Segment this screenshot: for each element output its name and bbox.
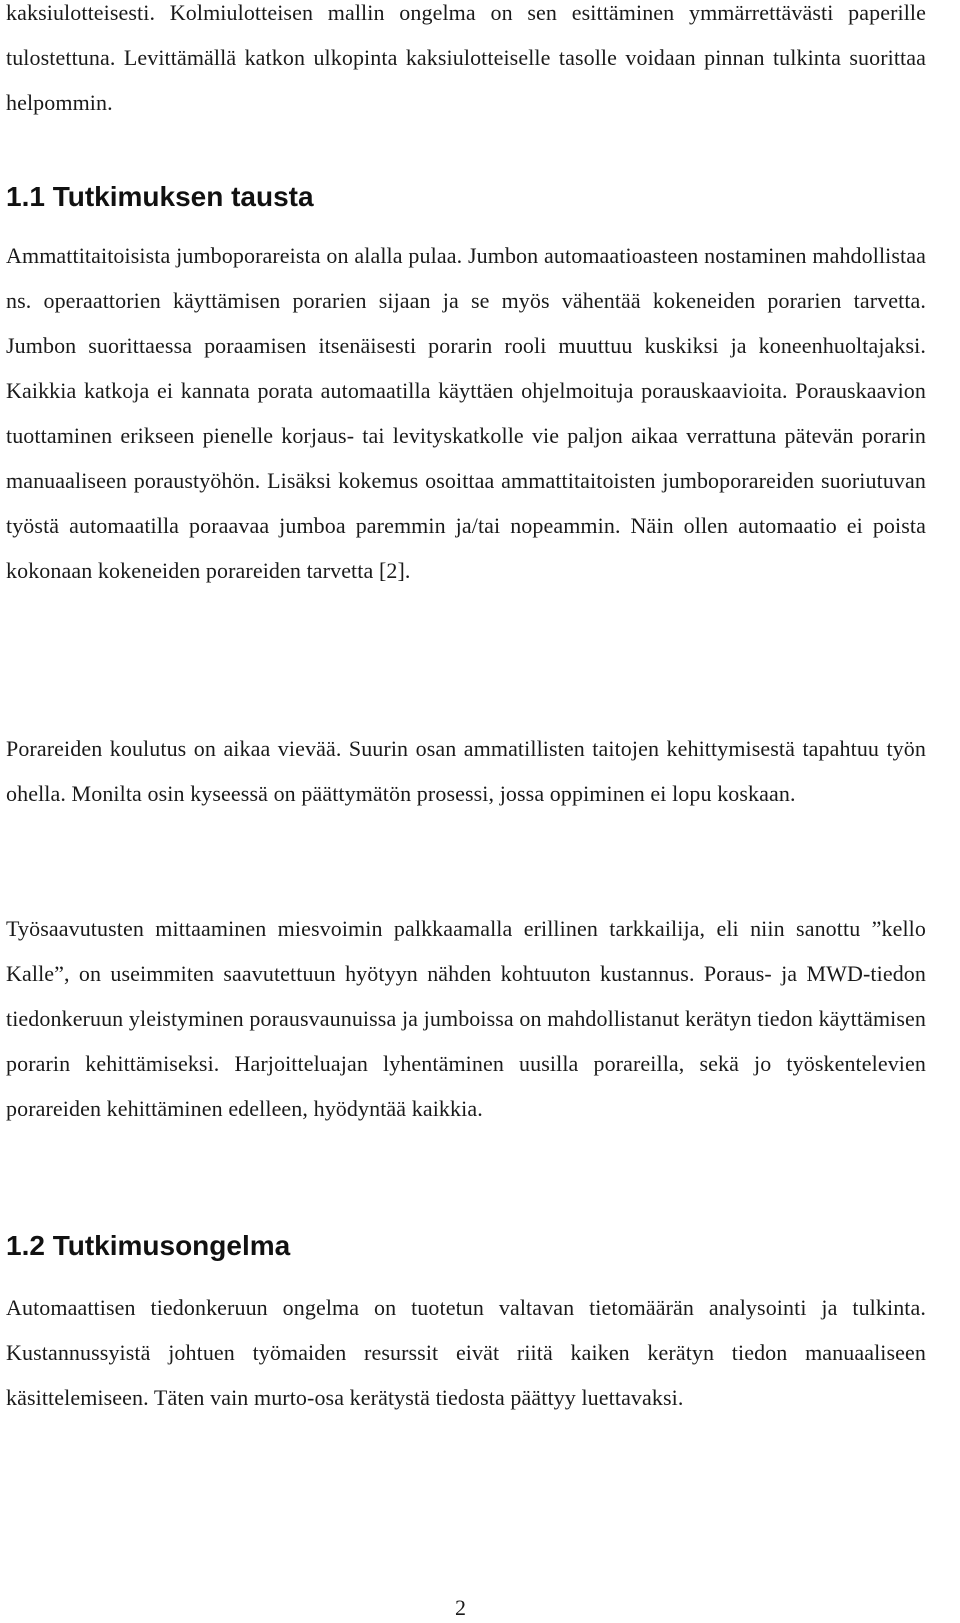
paragraph-background-3: Työsaavutusten mittaaminen miesvoimin palkkaamalla erillinen tarkkailija, eli niin sanottu ”kello Kalle”, on useimmiten saavutettuun hyötyyn nähden kohtuuton kustannus. Poraus- ja MWD-tiedon tiedonkeruun yleistyminen porausvaunuissa ja jumboissa on mahdollistanut kerätyn tiedon käyttämisen porarin kehittämiseksi. Harjoitteluajan lyhentäminen uusilla porareilla, sekä jo työskentelevien porareiden kehittäminen edelleen, hyödyntää kaikkia. <box>6 916 926 1121</box>
paragraph-problem-1: Automaattisen tiedonkeruun ongelma on tuotetun valtavan tietomäärän analysointi ja tulkinta. Kustannussyistä johtuen työmaiden resurssit eivät riitä kaiken kerätyn tiedon manuaaliseen käsittelemiseen. Täten vain murto-osa kerätystä tiedosta päättyy luettavaksi. <box>6 1295 926 1410</box>
paragraph-background-1: Ammattitaitoisista jumboporareista on alalla pulaa. Jumbon automaatioasteen nostaminen mahdollistaa ns. operaattorien käyttämisen porarien sijaan ja se myös vähentää kokeneiden porarien tarvetta. Jumbon suorittaessa poraamisen itsenäisesti porarin rooli muuttuu kuskiksi ja koneenhuoltajaksi. Kaikkia katkoja ei kannata porata automaatilla käyttäen ohjelmoituja porauskaavioita. Porauskaavion tuottaminen erikseen pienelle korjaus- tai levityskatkolle vie paljon aikaa verrattuna pätevän porarin manuaaliseen poraustyöhön. Lisäksi kokemus osoittaa ammattitaitoisten jumboporareiden suoriutuvan työstä automaatilla poraavaa jumboa paremmin ja/tai nopeammin. Näin ollen automaatio ei poista kokonaan kokeneiden porareiden tarvetta [2]. <box>6 243 926 583</box>
paragraph-intro-continued: kaksiulotteisesti. Kolmiulotteisen mallin ongelma on sen esittäminen ymmärrettävästi paperille tulostettuna. Levittämällä katkon ulkopinta kaksiulotteiselle tasolle voidaan pinnan tulkinta suorittaa helpommin. <box>6 0 926 115</box>
paragraph-background-2: Porareiden koulutus on aikaa vievää. Suurin osan ammatillisten taitojen kehittymisestä tapahtuu työn ohella. Monilta osin kyseessä on päättymätön prosessi, jossa oppiminen ei lopu koskaan. <box>6 736 926 806</box>
heading-section-1-2: 1.2 Tutkimusongelma <box>6 1230 291 1261</box>
page-number: 2 <box>455 1595 466 1620</box>
heading-section-1-1: 1.1 Tutkimuksen tausta <box>6 181 314 212</box>
